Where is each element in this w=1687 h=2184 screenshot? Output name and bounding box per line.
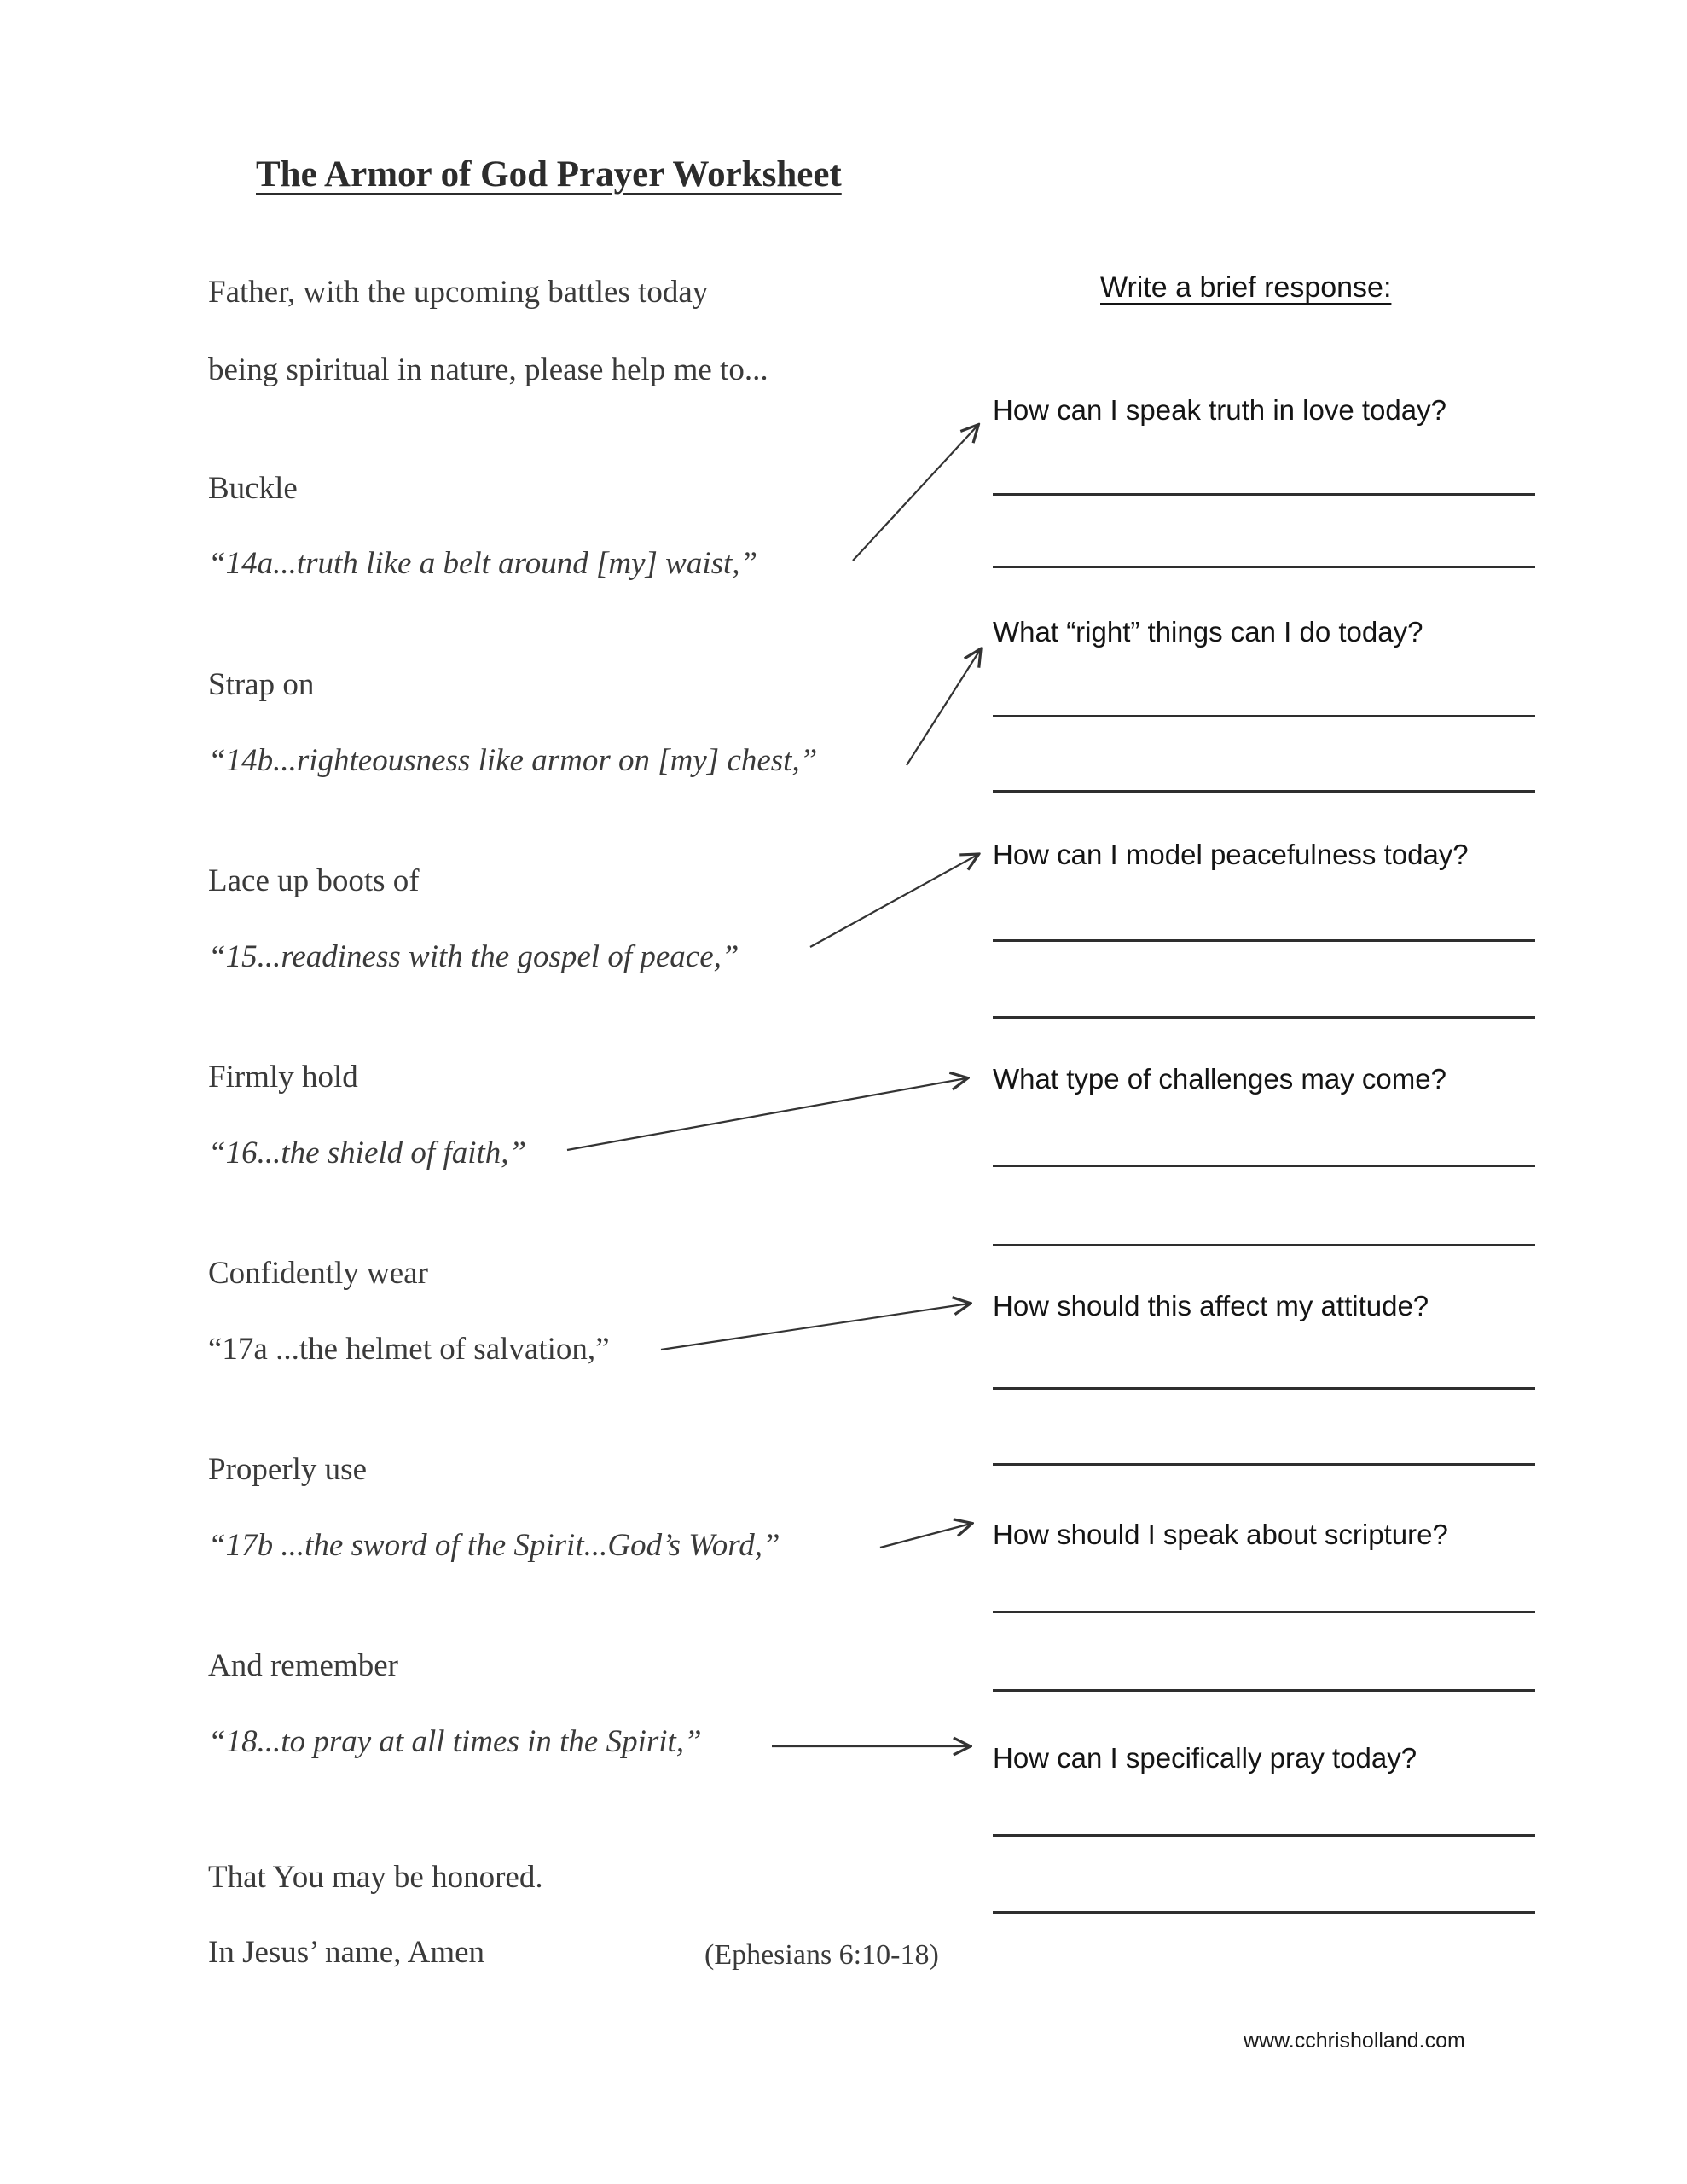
question-pray-today: How can I specifically pray today? [993, 1742, 1417, 1774]
prayer-quote-18: “18...to pray at all times in the Spirit,” [208, 1724, 702, 1759]
prayer-action-firmly-hold: Firmly hold [208, 1060, 358, 1095]
question-model-peacefulness: How can I model peacefulness today? [993, 839, 1469, 870]
prayer-quote-15: “15...readiness with the gospel of peace,” [208, 939, 739, 974]
response-line-1a[interactable] [993, 493, 1535, 496]
arrow-14a-to-question1 [853, 426, 977, 561]
footer-url: www.cchrisholland.com [1244, 2029, 1465, 2053]
prayer-action-and-remember: And remember [208, 1648, 398, 1683]
prayer-quote-17a: “17a ...the helmet of salvation,” [208, 1332, 610, 1367]
response-line-7b[interactable] [993, 1911, 1535, 1914]
response-line-2b[interactable] [993, 790, 1535, 793]
response-line-7a[interactable] [993, 1834, 1535, 1837]
prayer-quote-17b: “17b ...the sword of the Spirit...God’s Word,” [208, 1528, 780, 1563]
prayer-quote-16: “16...the shield of faith,” [208, 1136, 527, 1170]
response-line-5a[interactable] [993, 1387, 1535, 1390]
response-line-5b[interactable] [993, 1463, 1535, 1466]
prayer-closing-line1: That You may be honored. [208, 1860, 543, 1895]
prayer-action-confidently-wear: Confidently wear [208, 1256, 428, 1291]
prayer-closing-line2: In Jesus’ name, Amen [208, 1935, 485, 1970]
scripture-reference: (Ephesians 6:10-18) [704, 1939, 939, 1971]
arrow-17b-to-question6 [880, 1524, 971, 1548]
prayer-intro-line2: being spiritual in nature, please help me to... [208, 352, 768, 387]
page-title: The Armor of God Prayer Worksheet [256, 154, 842, 195]
question-attitude: How should this affect my attitude? [993, 1290, 1429, 1321]
prayer-quote-14b: “14b...righteousness like armor on [my] chest,” [208, 743, 818, 778]
arrow-17a-to-question5 [661, 1304, 969, 1350]
response-line-3b[interactable] [993, 1016, 1535, 1019]
question-speak-truth: How can I speak truth in love today? [993, 394, 1446, 426]
response-line-4a[interactable] [993, 1165, 1535, 1167]
question-right-things: What “right” things can I do today? [993, 616, 1423, 648]
prayer-action-properly-use: Properly use [208, 1452, 367, 1487]
arrow-15-to-question3 [810, 855, 977, 947]
prayer-action-strap-on: Strap on [208, 667, 315, 702]
response-line-2a[interactable] [993, 715, 1535, 717]
arrow-14b-to-question2 [907, 650, 980, 765]
question-scripture: How should I speak about scripture? [993, 1519, 1448, 1550]
response-line-6a[interactable] [993, 1611, 1535, 1613]
response-line-1b[interactable] [993, 566, 1535, 568]
response-line-6b[interactable] [993, 1689, 1535, 1692]
response-line-3a[interactable] [993, 939, 1535, 942]
prayer-quote-14a: “14a...truth like a belt around [my] waist,” [208, 546, 758, 581]
question-challenges: What type of challenges may come? [993, 1063, 1446, 1095]
prayer-action-buckle: Buckle [208, 471, 298, 506]
arrow-16-to-question4 [567, 1078, 966, 1150]
prayer-intro-line1: Father, with the upcoming battles today [208, 275, 709, 310]
responses-header: Write a brief response: [1100, 271, 1392, 304]
prayer-action-lace-up: Lace up boots of [208, 863, 420, 898]
response-line-4b[interactable] [993, 1244, 1535, 1246]
